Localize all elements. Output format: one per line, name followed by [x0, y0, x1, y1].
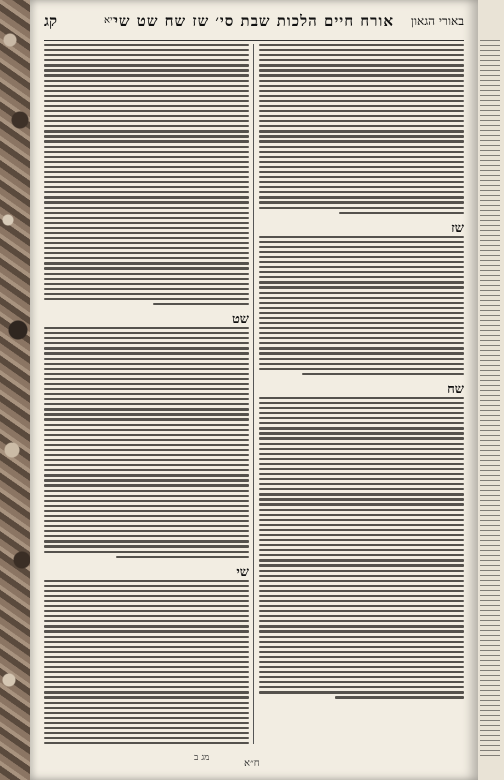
text-line: [259, 241, 464, 243]
text-line: [259, 539, 464, 541]
text-line: [259, 661, 464, 663]
text-line: [44, 424, 249, 426]
text-line: [259, 44, 464, 46]
text-line: [44, 120, 249, 122]
text-line: [259, 620, 464, 622]
text-line: [259, 207, 464, 209]
text-line: [44, 610, 249, 612]
text-line: [259, 196, 464, 198]
text-line: [44, 232, 249, 234]
text-line: [44, 615, 249, 617]
text-column-right: [259, 44, 464, 744]
text-line: [44, 515, 249, 517]
text-line: [259, 69, 464, 71]
text-line: [44, 551, 249, 553]
text-section: [44, 308, 249, 558]
text-line: [44, 201, 249, 203]
text-line: [44, 176, 249, 178]
text-line: [153, 303, 249, 305]
text-line: [259, 681, 464, 683]
text-line: [44, 80, 249, 82]
text-line: [259, 468, 464, 470]
text-line: [259, 610, 464, 612]
text-line: [259, 59, 464, 61]
text-line: [44, 337, 249, 339]
text-line: [259, 286, 464, 288]
text-line: [44, 595, 249, 597]
text-line: [44, 69, 249, 71]
text-column-left: [44, 44, 249, 744]
text-line: [259, 236, 464, 238]
text-line: [44, 90, 249, 92]
text-line: [259, 641, 464, 643]
text-lines: [259, 236, 464, 375]
text-line: [259, 417, 464, 419]
text-line: [259, 437, 464, 439]
text-line: [44, 74, 249, 76]
text-line: [44, 100, 249, 102]
text-line: [335, 696, 464, 698]
text-line: [44, 161, 249, 163]
text-line: [259, 498, 464, 500]
text-line: [259, 363, 464, 365]
text-line: [44, 666, 249, 668]
text-line: [44, 186, 249, 188]
column-divider: [253, 44, 254, 744]
text-line: [44, 671, 249, 673]
text-line: [259, 120, 464, 122]
text-line: [44, 681, 249, 683]
text-line: [116, 556, 249, 558]
text-line: [44, 273, 249, 275]
adjacent-page-text: [480, 40, 500, 760]
header-commentary-label: באורי הגאון: [410, 14, 464, 28]
text-line: [259, 407, 464, 409]
text-line: [259, 276, 464, 278]
text-line: [44, 191, 249, 193]
text-line: [44, 146, 249, 148]
text-line: [259, 327, 464, 329]
text-line: [44, 298, 249, 300]
text-line: [259, 422, 464, 424]
text-line: [259, 483, 464, 485]
text-line: [259, 307, 464, 309]
text-line: [259, 105, 464, 107]
text-line: [44, 64, 249, 66]
text-line: [259, 402, 464, 404]
text-line: [259, 671, 464, 673]
text-line: [44, 454, 249, 456]
header-rule: [44, 40, 464, 41]
text-line: [44, 545, 249, 547]
text-line: [44, 625, 249, 627]
text-line: [44, 125, 249, 127]
text-line: [44, 737, 249, 739]
text-line: [259, 115, 464, 117]
text-line: [44, 110, 249, 112]
text-lines: [44, 327, 249, 558]
text-line: [259, 342, 464, 344]
text-line: [44, 449, 249, 451]
text-line: [44, 393, 249, 395]
text-line: [44, 620, 249, 622]
text-line: [44, 742, 249, 744]
text-line: [44, 605, 249, 607]
text-line: [44, 580, 249, 582]
footer-signature: מג ב: [194, 753, 210, 763]
text-line: [44, 115, 249, 117]
text-section: [44, 561, 249, 744]
text-line: [259, 519, 464, 521]
text-line: [44, 283, 249, 285]
text-line: [44, 247, 249, 249]
text-line: [259, 397, 464, 399]
text-line: [44, 676, 249, 678]
text-line: [44, 342, 249, 344]
text-line: [44, 686, 249, 688]
text-line: [44, 373, 249, 375]
text-line: [44, 418, 249, 420]
text-line: [259, 347, 464, 349]
text-line: [44, 196, 249, 198]
text-line: [44, 656, 249, 658]
text-line: [259, 201, 464, 203]
text-line: [259, 64, 464, 66]
text-line: [44, 439, 249, 441]
text-line: [44, 222, 249, 224]
text-line: [44, 358, 249, 360]
text-line: [44, 257, 249, 259]
text-line: [259, 186, 464, 188]
text-line: [259, 161, 464, 163]
text-line: [44, 288, 249, 290]
text-line: [44, 495, 249, 497]
text-line: [259, 453, 464, 455]
text-line: [259, 686, 464, 688]
text-line: [44, 717, 249, 719]
text-lines: [44, 580, 249, 744]
text-line: [44, 434, 249, 436]
text-line: [44, 368, 249, 370]
text-line: [259, 312, 464, 314]
text-line: [44, 217, 249, 219]
text-line: [339, 212, 464, 214]
text-line: [44, 347, 249, 349]
text-line: [44, 490, 249, 492]
text-section: [259, 217, 464, 375]
text-line: [259, 281, 464, 283]
text-line: [259, 256, 464, 258]
text-line: [44, 505, 249, 507]
page-header: [44, 10, 464, 40]
text-line: [259, 605, 464, 607]
text-line: [44, 641, 249, 643]
text-line: [44, 267, 249, 269]
text-line: [259, 463, 464, 465]
text-line: [259, 427, 464, 429]
text-line: [44, 212, 249, 214]
text-line: [44, 181, 249, 183]
text-line: [44, 630, 249, 632]
text-line: [259, 140, 464, 142]
text-line: [44, 585, 249, 587]
text-line: [259, 590, 464, 592]
text-line: [259, 554, 464, 556]
text-line: [44, 171, 249, 173]
text-line: [44, 525, 249, 527]
text-line: [259, 246, 464, 248]
text-line: [44, 459, 249, 461]
text-line: [259, 432, 464, 434]
text-line: [44, 530, 249, 532]
text-line: [259, 322, 464, 324]
text-line: [44, 332, 249, 334]
text-line: [259, 676, 464, 678]
book-page: [30, 0, 478, 780]
text-line: [259, 549, 464, 551]
text-line: [259, 509, 464, 511]
text-line: [44, 252, 249, 254]
text-line: [259, 292, 464, 294]
text-line: [44, 227, 249, 229]
text-line: [44, 293, 249, 295]
text-line: [44, 646, 249, 648]
siman-label: שח: [447, 381, 464, 397]
text-line: [44, 590, 249, 592]
text-line: [259, 181, 464, 183]
text-line: [259, 630, 464, 632]
text-line: [259, 529, 464, 531]
text-line: [44, 59, 249, 61]
text-line: [259, 166, 464, 168]
text-line: [44, 732, 249, 734]
text-line: [44, 352, 249, 354]
text-line: [259, 251, 464, 253]
page-footer: [44, 752, 464, 772]
text-section: [259, 378, 464, 699]
text-line: [259, 317, 464, 319]
text-line: [259, 585, 464, 587]
text-line: [259, 302, 464, 304]
text-line: [259, 691, 464, 693]
text-line: [259, 412, 464, 414]
siman-label: שז: [451, 220, 464, 236]
text-line: [259, 615, 464, 617]
text-lines: [44, 44, 249, 305]
text-line: [44, 156, 249, 158]
text-line: [44, 651, 249, 653]
text-line: [44, 378, 249, 380]
text-line: [44, 242, 249, 244]
text-line: [44, 691, 249, 693]
text-line: [44, 600, 249, 602]
text-line: [44, 130, 249, 132]
text-line: [259, 156, 464, 158]
text-line: [259, 130, 464, 132]
text-line: [44, 727, 249, 729]
text-line: [259, 534, 464, 536]
text-line: [44, 44, 249, 46]
text-line: [44, 413, 249, 415]
text-line: [302, 373, 464, 375]
text-line: [44, 140, 249, 142]
text-line: [259, 544, 464, 546]
text-line: [259, 176, 464, 178]
text-line: [44, 444, 249, 446]
text-line: [259, 656, 464, 658]
text-line: [44, 237, 249, 239]
text-line: [44, 636, 249, 638]
text-line: [44, 464, 249, 466]
text-line: [44, 105, 249, 107]
text-line: [259, 337, 464, 339]
text-line: [44, 520, 249, 522]
text-line: [259, 85, 464, 87]
text-line: [259, 352, 464, 354]
adjacent-page-edge: [478, 0, 504, 780]
marbled-book-edge: [0, 0, 30, 780]
siman-label: שט: [231, 312, 249, 328]
text-line: [44, 661, 249, 663]
text-line: [259, 595, 464, 597]
text-line: [259, 488, 464, 490]
text-line: [259, 297, 464, 299]
text-line: [44, 479, 249, 481]
text-line: [259, 458, 464, 460]
text-line: [259, 559, 464, 561]
text-line: [259, 125, 464, 127]
text-line: [44, 166, 249, 168]
text-line: [44, 95, 249, 97]
text-line: [44, 722, 249, 724]
header-subsection: ריא: [104, 15, 118, 26]
text-line: [44, 484, 249, 486]
text-line: [259, 564, 464, 566]
text-line: [259, 575, 464, 577]
text-line: [259, 478, 464, 480]
text-line: [44, 398, 249, 400]
text-line: [259, 580, 464, 582]
text-line: [259, 473, 464, 475]
text-line: [44, 469, 249, 471]
text-line: [259, 266, 464, 268]
text-line: [259, 100, 464, 102]
text-line: [44, 702, 249, 704]
text-line: [44, 510, 249, 512]
text-section: [44, 44, 249, 305]
footer-sheet-number: ח״א: [244, 758, 260, 769]
siman-label: שי: [236, 564, 249, 580]
text-line: [259, 191, 464, 193]
text-line: [44, 85, 249, 87]
text-line: [44, 278, 249, 280]
text-lines: [259, 44, 464, 214]
text-line: [44, 408, 249, 410]
header-title: אורח חיים הלכות שבת סי׳ שז שח שט שי: [113, 12, 395, 30]
text-line: [259, 646, 464, 648]
text-line: [259, 524, 464, 526]
text-line: [259, 151, 464, 153]
text-line: [44, 49, 249, 51]
text-line: [259, 651, 464, 653]
text-line: [259, 666, 464, 668]
text-line: [259, 54, 464, 56]
text-line: [259, 171, 464, 173]
text-line: [259, 625, 464, 627]
text-line: [259, 448, 464, 450]
text-line: [44, 500, 249, 502]
text-line: [259, 135, 464, 137]
text-line: [259, 110, 464, 112]
text-line: [44, 262, 249, 264]
text-line: [259, 443, 464, 445]
text-line: [259, 493, 464, 495]
text-line: [259, 95, 464, 97]
text-line: [44, 712, 249, 714]
text-lines: [259, 397, 464, 699]
text-line: [259, 90, 464, 92]
text-line: [259, 368, 464, 370]
text-line: [44, 383, 249, 385]
text-line: [44, 429, 249, 431]
text-section: [259, 44, 464, 214]
text-line: [44, 207, 249, 209]
text-line: [259, 49, 464, 51]
text-line: [259, 636, 464, 638]
text-line: [259, 332, 464, 334]
text-line: [44, 707, 249, 709]
text-line: [44, 535, 249, 537]
text-line: [259, 80, 464, 82]
text-line: [44, 540, 249, 542]
text-line: [44, 135, 249, 137]
text-line: [259, 570, 464, 572]
text-line: [44, 327, 249, 329]
text-line: [259, 74, 464, 76]
page-number: קג: [44, 12, 57, 30]
text-line: [259, 261, 464, 263]
text-line: [259, 600, 464, 602]
text-line: [259, 271, 464, 273]
text-line: [44, 363, 249, 365]
text-line: [44, 54, 249, 56]
text-line: [44, 696, 249, 698]
text-line: [259, 146, 464, 148]
text-line: [259, 358, 464, 360]
text-line: [44, 474, 249, 476]
text-line: [259, 503, 464, 505]
text-line: [44, 388, 249, 390]
text-line: [44, 403, 249, 405]
text-line: [44, 151, 249, 153]
text-line: [259, 514, 464, 516]
